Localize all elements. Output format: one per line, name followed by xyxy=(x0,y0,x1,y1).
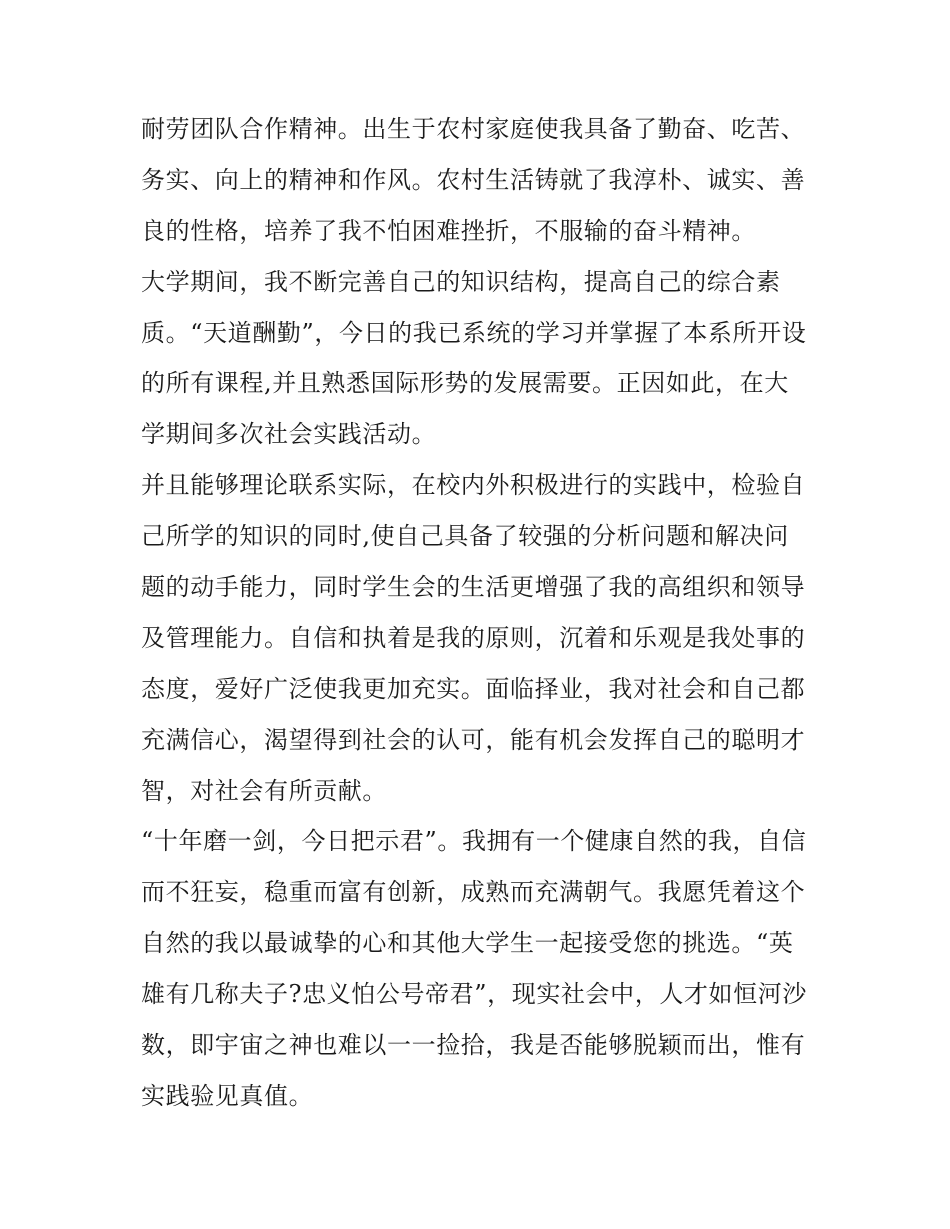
text-line: 充满信心，渴望得到社会的认可，能有机会发挥自己的聪明才 xyxy=(141,725,806,754)
text-line: 耐劳团队合作精神。出生于农村家庭使我具备了勤奋、吃苦、 xyxy=(141,115,806,143)
document-body xyxy=(141,104,821,1122)
text-line: 质。“天道酬勤”，今日的我已系统的学习并掌握了本系所开设 xyxy=(141,318,807,347)
text-line: 学期间多次社会实践活动。 xyxy=(141,420,437,449)
text-line: 题的动手能力，同时学生会的生活更增强了我的高组织和领导 xyxy=(141,573,806,602)
text-line: 智，对社会有所贡献。 xyxy=(141,776,387,805)
text-line: 自然的我以最诚挚的心和其他大学生一起接受您的挑选。“英 xyxy=(141,929,794,958)
text-line: “十年磨一剑，今日把示君”。我拥有一个健康自然的我，自信 xyxy=(141,827,807,856)
text-line: 而不狂妄，稳重而富有创新，成熟而充满朝气。我愿凭着这个 xyxy=(141,878,806,907)
text-line: 良的性格，培养了我不怕困难挫折，不服输的奋斗精神。 xyxy=(141,216,756,245)
text-line: 雄有几称夫子?忠义怕公号帝君”，现实社会中，人才如恒河沙 xyxy=(141,980,807,1009)
text-line: 数，即宇宙之神也难以一一捡拾，我是否能够脱颖而出，惟有 xyxy=(141,1031,806,1060)
text-line: 及管理能力。自信和执着是我的原则，沉着和乐观是我处事的 xyxy=(141,623,806,652)
text-line: 的所有课程,并且熟悉国际形势的发展需要。正因如此，在大 xyxy=(141,369,789,398)
text-line: 并且能够理论联系实际，在校内外积极进行的实践中，检验自 xyxy=(141,471,806,500)
text-line: 务实、向上的精神和作风。农村生活铸就了我淳朴、诚实、善 xyxy=(141,165,806,194)
text-line: 己所学的知识的同时,使自己具备了较强的分析问题和解决问 xyxy=(141,522,789,551)
text-line: 态度，爱好广泛使我更加充实。面临择业，我对社会和自己都 xyxy=(141,674,806,703)
text-line: 大学期间，我不断完善自己的知识结构，提高自己的综合素 xyxy=(141,267,781,296)
text-line: 实践验见真值。 xyxy=(141,1081,314,1110)
